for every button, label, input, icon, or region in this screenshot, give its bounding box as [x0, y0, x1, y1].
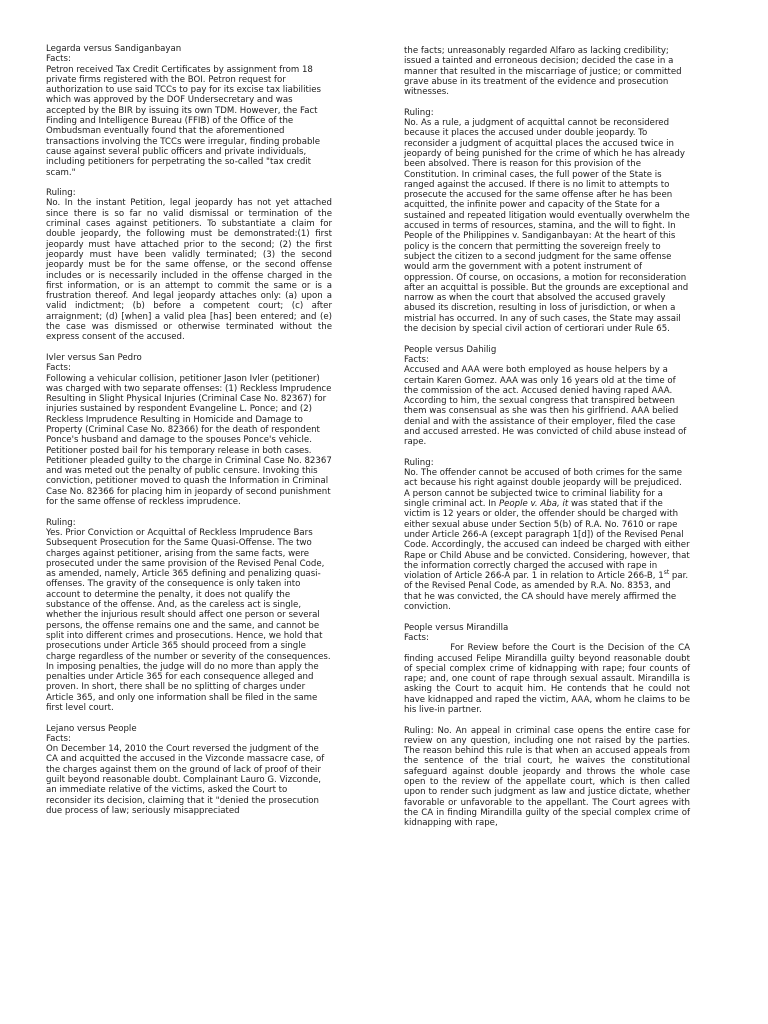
facts-text-continued: the facts; unreasonably regarded Alfaro as lacking credibility; issued a tainted and erroneous decision; decided the case in a manner that resulted in the miscarriage of justice; or committed grave abuse in its treatment of the evidence and prosecution witnesses.: [404, 46, 682, 98]
ruling-text: No. In the instant Petition, legal jeopardy has not yet attached since there is so far no valid dismissal or termination of the criminal cases against petitioners. To substantiate a claim for double jeopardy, the following must be demonstrated:(1) first jeopardy must have attached prior to the second; (2) the first jeopardy must have been validly terminated; (3) the second jeopardy must be for the same offense, or the second offense includes or is necessarily included in the offense charged in the first information, or is an attempt to commit the same or is a frustration thereof. And legal jeopardy attaches only: (a) upon a valid indictment; (b) before a competent court; (c) after arraignment; (d) [when] a valid plea [has] been entered; and (e) the case was dismissed or otherwise terminated without the express consent of the accused.: [46, 198, 332, 343]
ruling-text: Yes. Prior Conviction or Acquittal of Reckless Imprudence Bars Subsequent Prosecution for the Same Quasi-Offense. The two charges against petitioner, arising from the same facts, were prosecuted under the same provision of the Revised Penal Code, as amended, namely, Article 365 defining and penalizing quasi-offenses. The gravity of the consequence is only taken into account to determine the penalty, it does not qualify the substance of the offense. And, as the careless act is single, whether the injurious result should affect one person or several persons, the offense remains one and the same, and cannot be split into different crimes and prosecutions. Hence, we hold that prosecutions under Article 365 should proceed from a single charge regardless of the number or severity of the consequences. In imposing penalties, the judge will do no more than apply the penalties under Article 365 for each consequence alleged and proven. In short, there shall be no splitting of charges under Article 365, and only one information shall be filed in the same first level court.: [46, 527, 331, 713]
case-title: People versus Dahilig: [404, 344, 497, 355]
facts-text: Following a vehicular collision, petitioner Jason Ivler (petitioner) was charged with two separate offenses: (1) Reckless Imprudence Resulting in Slight Physical Injuries (Criminal Case No. 82367) for injuries sustained by respondent Evangeline L. Ponce; and (2) Reckless Imprudence Resulting in Homicide and Damage to Property (Criminal Case No. 82366) for the death of respondent Ponce's husband and damage to the spouses Ponce's vehicle. Petitioner posted bail for his temporary release in both cases. Petitioner pleaded guilty to the charge in Criminal Case No. 82367 and was meted out the penalty of public censure. Invoking this conviction, petitioner moved to quash the Information in Criminal Case No. 82366 for placing him in jeopardy of second punishment for the same offense of reckless imprudence.: [46, 373, 332, 508]
ruling-label: Ruling:: [46, 517, 76, 528]
facts-text: Petron received Tax Credit Certificates by assignment from 18 private firms registered with the BOI. Petron request for authorization to use said TCCs to pay for its excise tax liabilities which was approved by the DOF Undersecretary and was accepted by the BIR by issuing its own TDM. However, the Fact Finding and Intelligence Bureau (FFIB) of the Office of the Ombudsman eventually found that the aforementioned transactions involving the TCCs were irregular, finding probable cause against several public officers and private individuals, including petitioners for perpetrating the so-called "tax credit scam.": [46, 64, 321, 178]
facts-label: Facts:: [46, 733, 71, 744]
facts-label: Facts:: [46, 54, 71, 65]
ruling-text: No. As a rule, a judgment of acquittal cannot be reconsidered because it places the accused under double jeopardy. To reconsider a judgment of acquittal places the accused twice in jeopardy of being punished for the crime of which he has already been absolved. There is reason for this provision of the Constitution. In criminal cases, the full power of the State is ranged against the accused. If there is no limit to attempts to prosecute the accused for the same offense after he has been acquitted, the infinite power and capacity of the State for a sustained and repeated litigation would eventually overwhelm the accused in terms of resources, stamina, and the will to fight. In People of the Philippines v. Sandiganbayan: At the heart of this policy is the concern that permitting the sovereign freely to subject the citizen to a second judgment for the same offense would arm the government with a potent instrument of oppression. Of course, on occasions, a motion for reconsideration after an acquittal is possible. But the grounds are exceptional and narrow as when the court that absolved the accused gravely abused its discretion, resulting in loss of jurisdiction, or when a mistrial has occurred. In any of such cases, the State may assail the decision by special civil action of certiorari under Rule 65.: [404, 118, 690, 335]
ruling-label: Ruling:: [404, 107, 434, 118]
facts-text: [404, 643, 690, 715]
case-title: Legarda versus Sandiganbayan: [46, 44, 182, 54]
ruling-text: [404, 468, 690, 612]
ruling-text-part: No. The offender cannot be accused of both crimes for the same act because his right against double jeopardy will be prejudiced. A person cannot be subjected twice to criminal liability for a single criminal act. In: [404, 468, 683, 510]
facts-label: Facts:: [404, 354, 429, 365]
ordinal-suffix: st: [663, 569, 670, 577]
case-mirandilla: [404, 623, 690, 829]
case-title: Ivler versus San Pedro: [46, 352, 142, 363]
case-dahilig: [404, 345, 690, 613]
case-lejano-continued: [404, 46, 690, 334]
case-title: Lejano versus People: [46, 723, 137, 734]
ruling-label: Ruling:: [46, 188, 76, 199]
facts-label: Facts:: [46, 363, 71, 374]
case-citation: People v. Aba, it: [498, 499, 569, 510]
facts-text-body: For Review before the Court is the Decision of the CA finding accused Felipe Mirandilla guilty beyond reasonable doubt of special complex crime of kidnapping with rape; four counts of rape; and, one count of rape through sexual assault. Mirandilla is asking the Court to acquit him. He contends that he could not have kidnapped and raped the victim, AAA, whom he claims to be his live-in partner.: [404, 643, 690, 715]
ruling-text: Ruling: No. An appeal in criminal case opens the entire case for review on any question, including one not raised by the parties. The reason behind this rule is that when an accused appeals from the sentence of the trial court, he waives the constitutional safeguard against double jeopardy and throws the whole case open to the review of the appellate court, which is then called upon to render such judgment as law and justice dictate, whether favorable or unfavorable to the appellant. The Court agrees with the CA in finding Mirandilla guilty of the special complex crime of kidnapping with rape,: [404, 725, 690, 829]
case-title: People versus Mirandilla: [404, 622, 509, 633]
case-legarda: [46, 44, 332, 343]
ruling-label: Ruling:: [404, 457, 434, 468]
facts-label: Facts:: [404, 632, 429, 643]
facts-text: On December 14, 2010 the Court reversed the judgment of the CA and acquitted the accused in the Vizconde massacre case, of the charges against them on the ground of lack of proof of their guilt beyond reasonable doubt. Complainant Lauro G. Vizconde, an immediate relative of the victims, asked the Court to reconsider its decision, claiming that it "denied the prosecution due process of law; seriously misappreciated: [46, 744, 325, 816]
ruling-text-part: was stated that if the victim is 12 years or older, the offender should be charged with either sexual abuse under Section 5(b) of R.A. No. 7610 or rape under Article 266-A (except paragraph 1[d]) of the Revised Penal Code. Accordingly, the accused can indeed be charged with either Rape or Child Abuse and be convicted. Considering, however, that the information correctly charged the accused with rape in violation of Article 266-A par. 1 in relation to Article 266-B, 1: [404, 499, 690, 582]
indent: [404, 643, 450, 653]
case-lejano: [46, 724, 332, 817]
right-column: [404, 46, 690, 839]
ruling-text-part: par. of the Revised Penal Code, as amended by R.A. No. 8353, and that he was convicted, the CA should have merely affirmed the conviction.: [404, 571, 689, 613]
facts-text: Accused and AAA were both employed as house helpers by a certain Karen Gomez. AAA was only 16 years old at the time of the commission of the act. Accused denied having raped AAA. According to him, the sexual congress that transpired between them was consensual as she was then his girlfriend. AAA belied denial and with the assistance of their employer, filed the case and accused arrested. He was convicted of child abuse instead of rape.: [404, 365, 687, 448]
left-column: [46, 44, 332, 827]
case-ivler: [46, 353, 332, 713]
